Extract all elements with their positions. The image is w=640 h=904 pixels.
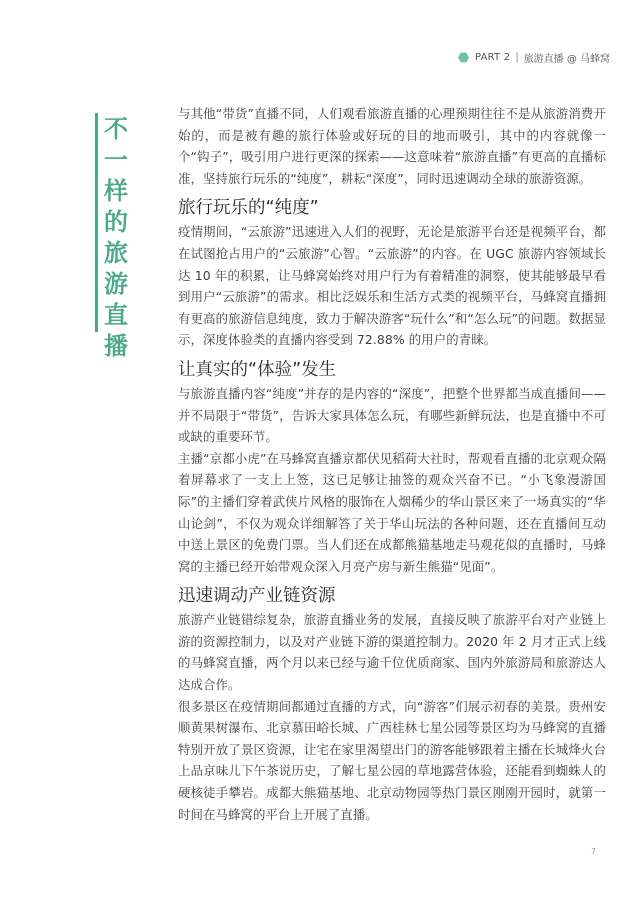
page-header [458,50,610,65]
header-section-title: 旅游直播 @ 马蜂窝 [523,54,611,65]
hexagon-icon [458,52,469,63]
vertical-title-char: 播 [104,332,128,360]
header-part-label: PART 2 [475,52,511,63]
header-separator: | [515,52,519,63]
vertical-title-char: 一 [104,146,128,174]
page-number: 7 [591,847,597,856]
body-paragraph: 主播“京都小虎”在马蜂窝直播京都伏见稻荷大社时，帮观看直播的北京观众隔着屏幕求了一支上上签，这已足够让抽签的观众兴奋不已。“小飞象漫游国际”的主播们穿着武侠片风格的服饰在人烟稀少的华山景区来了一场真实的“华山论剑”，不仅为观众详细解答了关于华山玩法的各种问题，还在直播间互动中送上景区的免费门票。当人们还在成都熊猫基地走马观花似的直播时，马蜂窝的主播已经开始带观众深入月亮产房与新生熊猫“见面”。 [178,450,606,574]
body-paragraph: 疫情期间，“云旅游”迅速进入人们的视野，无论是旅游平台还是视频平台，都在试图抢占用户的“云旅游”心智。“云旅游”的内容。在 UGC 旅游内容领域长达 10 年的积累，让马蜂窝始终对用户行为有着精准的洞察，使其能够最早看到用户“云旅游”的需求。相比泛娱乐和生活方式类的视频平台，马蜂窝直播拥有更高的旅游信息纯度，致力于解决游客“玩什么”和“怎么玩”的问题。数据显示，深度体验类的直播内容受到 72.88% 的用户的青睐。 [178,224,606,348]
body-paragraph: 与旅游直播内容“纯度”并存的是内容的“深度”，把整个世界都当成直播间——并不局限于“带货”，告诉大家具体怎么玩，有哪些新鲜玩法，也是直播中不可或缺的重要环节。 [178,385,606,445]
intro-paragraph: 与其他“带货”直播不同，人们观看旅游直播的心理预期往往不是从旅游消费开始的，而是被有趣的旅行体验或好玩的目的地而吸引，其中的内容就像一个“钩子”，吸引用户进行更深的探索——这意味着“旅游直播”有更高的直播标准，坚持旅行玩乐的“纯度”，耕耘“深度”，同时迅速调动全球的旅游资源。 [178,106,606,186]
vertical-title-char: 的 [104,208,128,236]
vertical-title-char: 直 [104,301,128,329]
vertical-title-char: 旅 [104,239,128,267]
section-heading: 旅行玩乐的“纯度” [178,198,319,219]
vertical-title-char: 样 [104,177,128,205]
body-paragraph: 很多景区在疫情期间都通过直播的方式，向“游客”们展示初春的美景。贵州安顺黄果树瀑布、北京慕田峪长城、广西桂林七星公园等景区均为马蜂窝的直播特别开放了景区资源，让宅在家里渴望出门的游客能够跟着主播在长城烽火台上品京味儿下午茶说历史，了解七星公园的草地露营体验，还能看到蜘蛛人的硬核徒手攀岩。成都大熊猫基地、北京动物园等热门景区刚刚开园时，就第一时间在马蜂窝的平台上开展了直播。 [178,698,606,822]
vertical-title-char: 游 [104,270,128,298]
vertical-title-char: 不 [104,115,128,143]
section-heading: 让真实的“体验”发生 [178,359,337,380]
article-body [178,103,606,825]
vertical-title [104,114,128,362]
section-heading: 迅速调动产业链资源 [178,586,336,607]
body-paragraph: 旅游产业链错综复杂，旅游直播业务的发展，直接反映了旅游平台对产业链上游的资源控制力，以及对产业链下游的渠道控制力。2020 年 2 月才正式上线的马蜂窝直播，两个月以来已经与逾千位优质商家、国内外旅游局和旅游达人达成合作。 [178,612,606,693]
side-accent-bar [95,113,98,332]
